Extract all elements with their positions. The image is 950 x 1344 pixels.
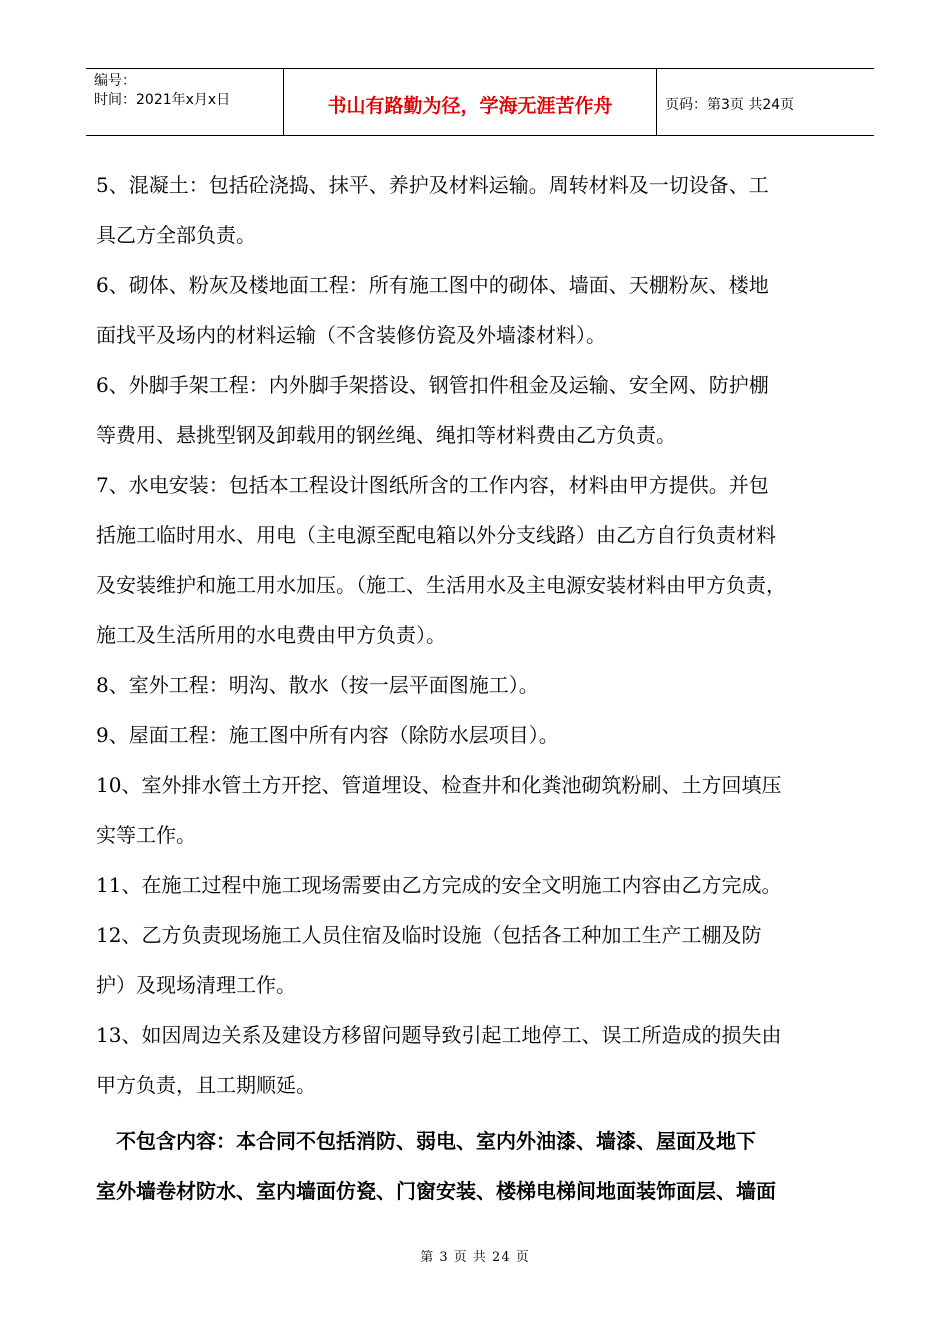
text-line: 不包含内容：本合同不包括消防、弱电、室内外油漆、墙漆、屋面及地下: [96, 1129, 756, 1153]
text-line: 13、如因周边关系及建设方移留问题导致引起工地停工、误工所造成的损失由: [96, 1023, 782, 1047]
text-line: 11、在施工过程中施工现场需要由乙方完成的安全文明施工内容由乙方完成。: [96, 873, 782, 897]
text-line: 面找平及场内的材料运输（不含装修仿瓷及外墙漆材料）。: [96, 323, 606, 347]
text-line: 括施工临时用水、用电（主电源至配电箱以外分支线路）由乙方自行负责材料: [96, 523, 776, 547]
page-header: [86, 68, 874, 136]
paragraph-item-9: [96, 710, 866, 760]
text-line: 6、外脚手架工程：内外脚手架搭设、钢管扣件租金及运输、安全网、防护棚: [96, 373, 769, 397]
header-page-number: 页码：第3页 共24页: [665, 97, 795, 113]
text-line: 等费用、悬挑型钢及卸载用的钢丝绳、绳扣等材料费由乙方负责。: [96, 423, 676, 447]
paragraph-item-6b: [96, 360, 866, 460]
text-line: 10、室外排水管土方开挖、管道埋设、检查井和化粪池砌筑粉刷、土方回填压: [96, 773, 782, 797]
paragraph-item-13: [96, 1010, 866, 1110]
time-label: 时间：2021年x月x日: [94, 92, 231, 108]
page-footer: 第 3 页 共 24 页: [420, 1250, 530, 1265]
text-line: 室外墙卷材防水、室内墙面仿瓷、门窗安装、楼梯电梯间地面装饰面层、墙面: [96, 1179, 776, 1203]
text-line: 实等工作。: [96, 823, 196, 847]
text-line: 6、砌体、粉灰及楼地面工程：所有施工图中的砌体、墙面、天棚粉灰、楼地: [96, 273, 769, 297]
paragraph-item-10: [96, 760, 866, 860]
paragraph-item-5: [96, 160, 866, 260]
text-line: 及安装维护和施工用水加压。（施工、生活用水及主电源安装材料由甲方负责，: [96, 573, 786, 597]
exclusions-paragraph: [96, 1116, 866, 1216]
text-line: 8、室外工程：明沟、散水（按一层平面图施工）。: [96, 673, 539, 697]
text-line: 12、乙方负责现场施工人员住宿及临时设施（包括各工种加工生产工棚及防: [96, 923, 762, 947]
number-label: 编号：: [94, 73, 136, 89]
paragraph-item-11: [96, 860, 866, 910]
paragraph-item-12: [96, 910, 866, 1010]
text-line: 护）及现场清理工作。: [96, 973, 296, 997]
paragraph-item-7: [96, 460, 866, 660]
paragraph-item-8: [96, 660, 866, 710]
paragraph-item-6a: [96, 260, 866, 360]
text-line: 5、混凝土：包括砼浇捣、抹平、养护及材料运输。周转材料及一切设备、工: [96, 173, 769, 197]
header-meta: [86, 69, 284, 135]
text-line: 9、屋面工程：施工图中所有内容（除防水层项目）。: [96, 723, 559, 747]
text-line: 甲方负责，且工期顺延。: [96, 1073, 316, 1097]
header-motto: 书山有路勤为径，学海无涯苦作舟: [284, 69, 657, 135]
text-line: 7、水电安装：包括本工程设计图纸所含的工作内容，材料由甲方提供。并包: [96, 473, 769, 497]
text-line: 具乙方全部负责。: [96, 223, 256, 247]
text-line: 施工及生活所用的水电费由甲方负责）。: [96, 623, 446, 647]
document-body: [96, 160, 866, 1216]
